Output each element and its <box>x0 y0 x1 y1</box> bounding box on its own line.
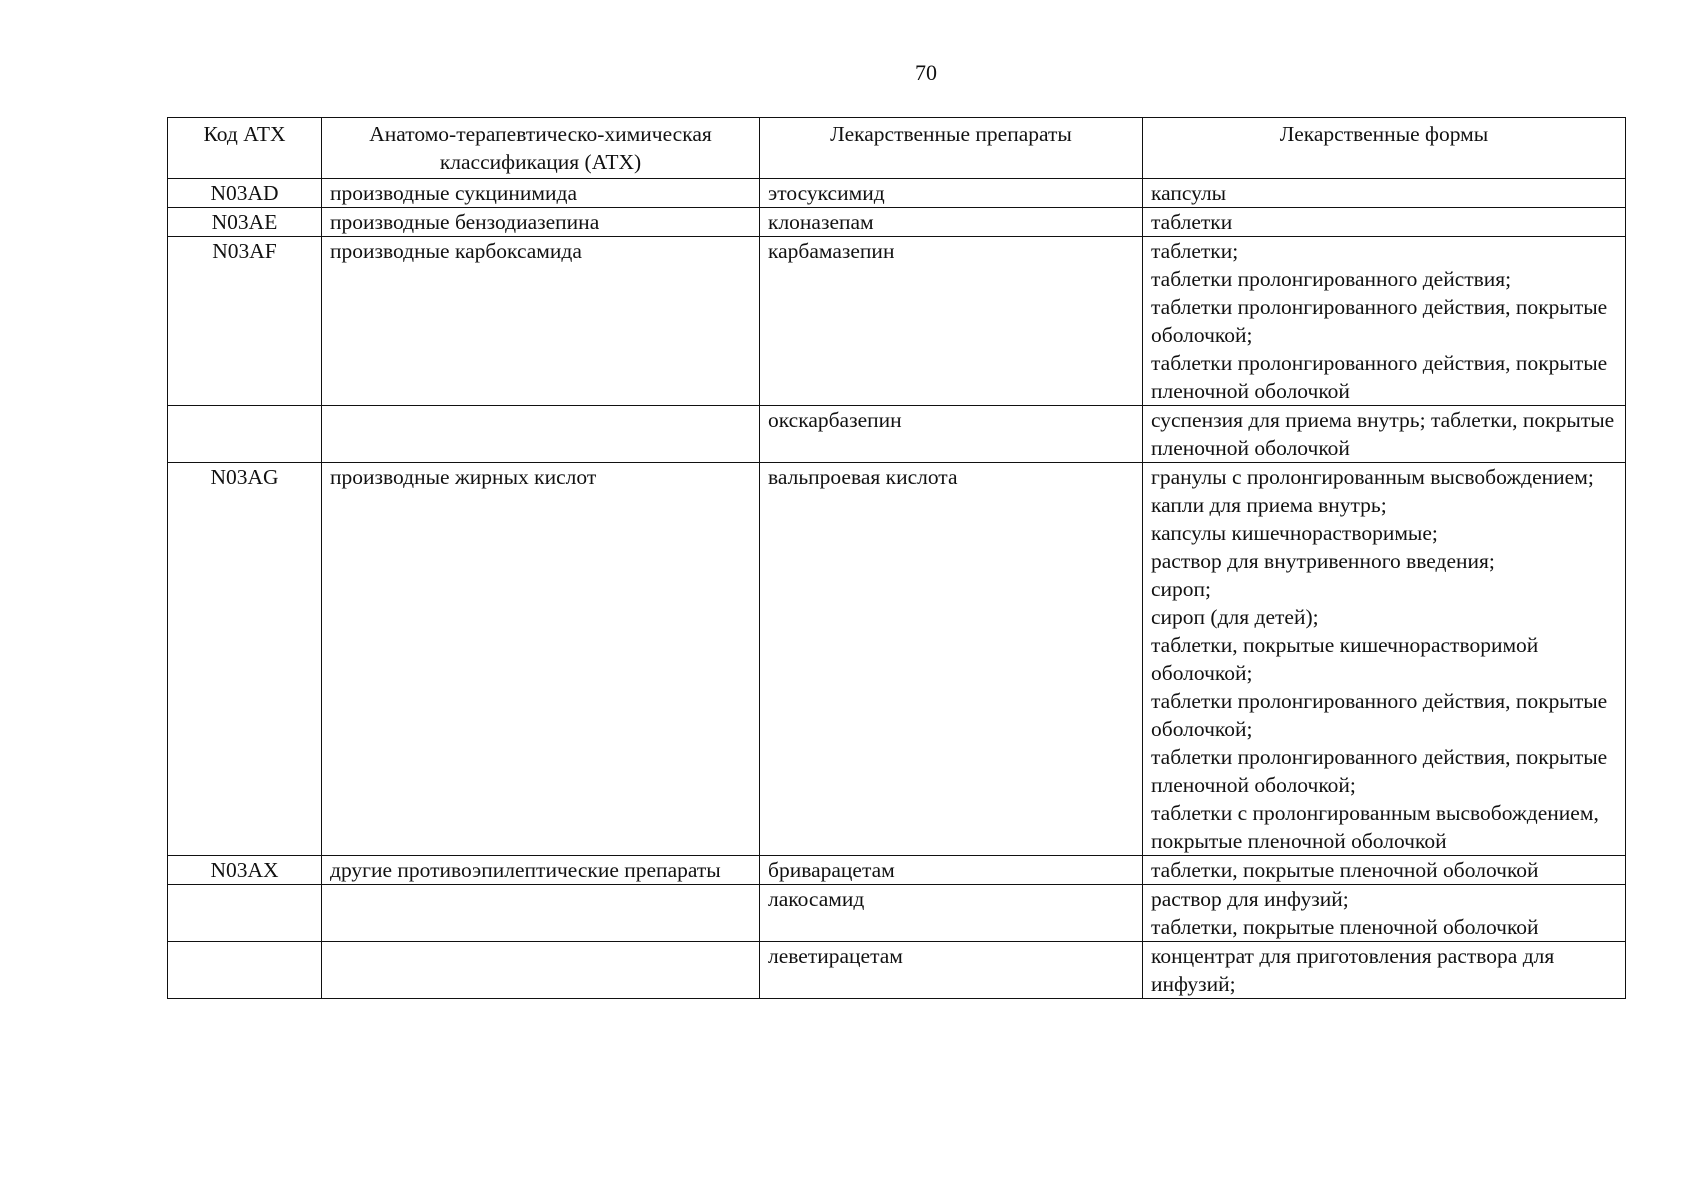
cell-drug: лакосамид <box>760 885 1143 942</box>
form-line: раствор для внутривенного введения; <box>1151 549 1495 573</box>
cell-forms <box>1143 179 1626 208</box>
form-line: таблетки, покрытые кишечнорастворимой оболочкой; <box>1151 633 1539 685</box>
header-atc-code: Код АТХ <box>168 118 322 179</box>
form-line: гранулы с пролонгированным высвобождением; <box>1151 465 1594 489</box>
form-line: таблетки, покрытые пленочной оболочкой <box>1151 858 1539 882</box>
form-line: таблетки пролонгированного действия, покрытые оболочкой; <box>1151 295 1608 347</box>
form-line: таблетки пролонгированного действия; <box>1151 267 1512 291</box>
form-line: таблетки пролонгированного действия, покрытые пленочной оболочкой; <box>1151 745 1608 797</box>
table-row <box>168 237 1626 406</box>
cell-forms <box>1143 208 1626 237</box>
form-line: таблетки пролонгированного действия, покрытые оболочкой; <box>1151 689 1608 741</box>
cell-drug: леветирацетам <box>760 942 1143 999</box>
cell-classification <box>322 406 760 463</box>
table-row <box>168 208 1626 237</box>
page-number: 70 <box>915 60 937 85</box>
cell-forms <box>1143 942 1626 999</box>
header-drugs: Лекарственные препараты <box>760 118 1143 179</box>
header-atc-classification: Анатомо-терапевтическо-химическая классификация (АТХ) <box>322 118 760 179</box>
form-line: таблетки с пролонгированным высвобождением, покрытые пленочной оболочкой <box>1151 801 1599 853</box>
cell-code: N03AF <box>168 237 322 406</box>
cell-code: N03AG <box>168 463 322 856</box>
cell-classification: производные карбоксамида <box>322 237 760 406</box>
cell-drug: карбамазепин <box>760 237 1143 406</box>
table-header <box>168 118 1626 179</box>
cell-forms <box>1143 856 1626 885</box>
cell-forms <box>1143 463 1626 856</box>
table-row <box>168 942 1626 999</box>
cell-code: N03AX <box>168 856 322 885</box>
cell-code: N03AD <box>168 179 322 208</box>
cell-classification: производные сукцинимида <box>322 179 760 208</box>
form-line: таблетки пролонгированного действия, покрытые пленочной оболочкой <box>1151 351 1608 403</box>
table-body <box>168 179 1626 999</box>
table-row <box>168 406 1626 463</box>
cell-drug: бриварацетам <box>760 856 1143 885</box>
form-line: концентрат для приготовления раствора для инфузий; <box>1151 944 1555 996</box>
table-row <box>168 856 1626 885</box>
cell-classification <box>322 885 760 942</box>
header-dosage-forms: Лекарственные формы <box>1143 118 1626 179</box>
form-line: раствор для инфузий; <box>1151 887 1349 911</box>
form-line: капсулы кишечнорастворимые; <box>1151 521 1438 545</box>
cell-drug: клоназепам <box>760 208 1143 237</box>
form-line: сироп (для детей); <box>1151 605 1319 629</box>
cell-drug: этосуксимид <box>760 179 1143 208</box>
form-line: суспензия для приема внутрь; таблетки, покрытые пленочной оболочкой <box>1151 408 1615 460</box>
cell-code <box>168 885 322 942</box>
form-line: капсулы <box>1151 181 1227 205</box>
cell-code: N03AE <box>168 208 322 237</box>
form-line: таблетки, покрытые пленочной оболочкой <box>1151 915 1539 939</box>
form-line: капли для приема внутрь; <box>1151 493 1387 517</box>
cell-forms <box>1143 406 1626 463</box>
form-line: таблетки <box>1151 210 1233 234</box>
table-row <box>168 885 1626 942</box>
cell-forms <box>1143 237 1626 406</box>
form-line: сироп; <box>1151 577 1212 601</box>
atc-table <box>167 117 1626 999</box>
cell-forms <box>1143 885 1626 942</box>
table-row <box>168 179 1626 208</box>
header-row <box>168 118 1626 179</box>
table-row <box>168 463 1626 856</box>
cell-classification <box>322 942 760 999</box>
cell-code <box>168 942 322 999</box>
cell-drug: окскарбазепин <box>760 406 1143 463</box>
form-line: таблетки; <box>1151 239 1239 263</box>
cell-classification: другие противоэпилептические препараты <box>322 856 760 885</box>
cell-code <box>168 406 322 463</box>
cell-classification: производные жирных кислот <box>322 463 760 856</box>
cell-classification: производные бензодиазепина <box>322 208 760 237</box>
cell-drug: вальпроевая кислота <box>760 463 1143 856</box>
